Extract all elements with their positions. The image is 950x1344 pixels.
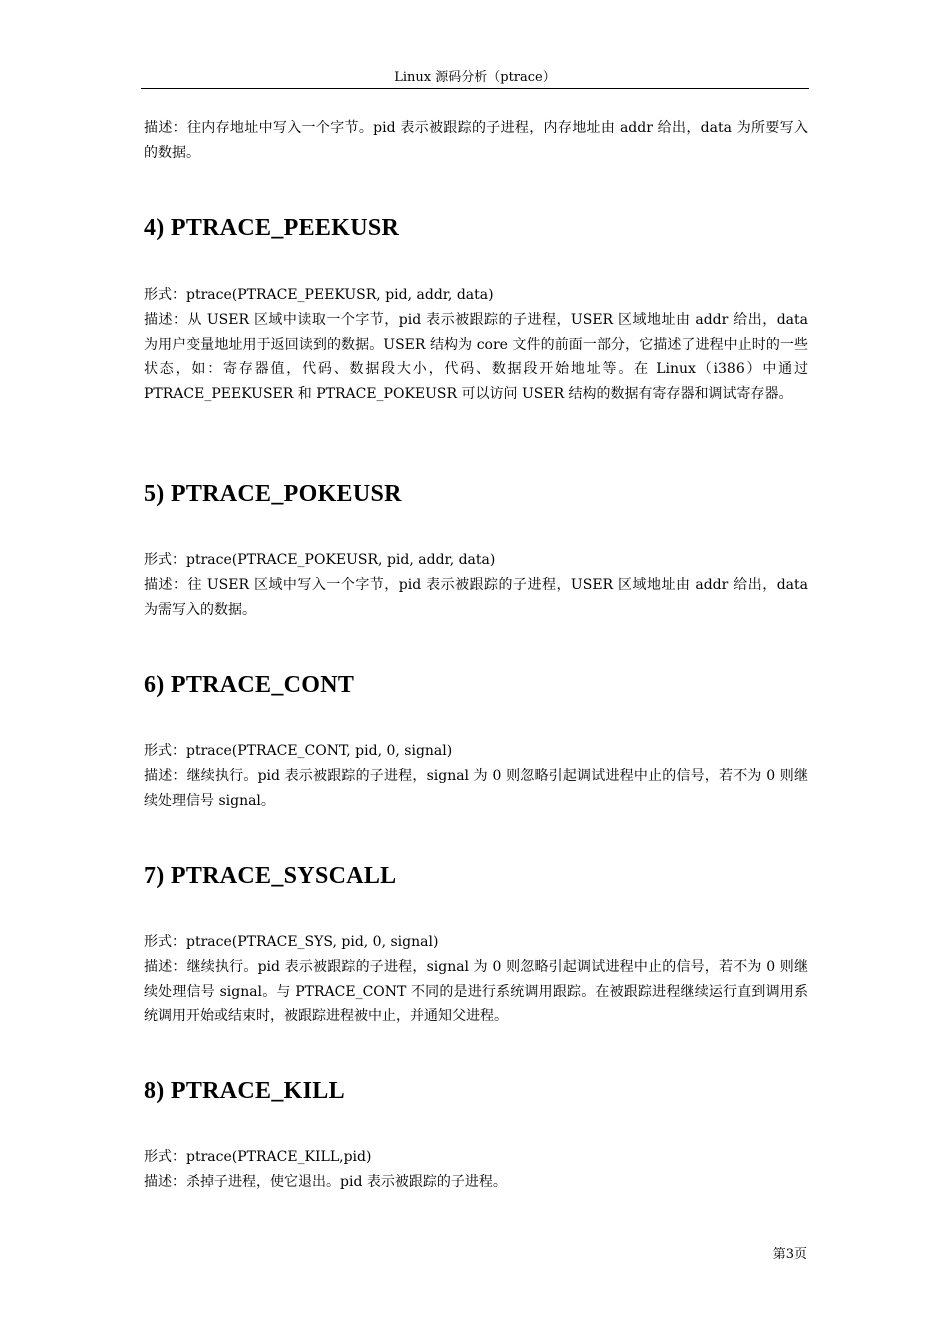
section-desc-cont: 描述：继续执行。pid 表示被跟踪的子进程，signal 为 0 则忽略引起调试进程中止的信号，若不为 0 则继续处理信号 signal。 <box>144 768 808 809</box>
section-desc-pokeusr: 描述：往 USER 区域中写入一个字节，pid 表示被跟踪的子进程，USER 区域地址由 addr 给出，data 为需写入的数据。 <box>144 577 808 618</box>
section-heading-peekusr: 4) PTRACE_PEEKUSR <box>144 215 400 241</box>
section-heading-kill: 8) PTRACE_KILL <box>144 1078 345 1104</box>
page-number: 第3页 <box>772 1247 807 1262</box>
section-heading-cont: 6) PTRACE_CONT <box>144 672 355 698</box>
section-form-kill: 形式：ptrace(PTRACE_KILL,pid) <box>144 1149 372 1165</box>
page-header: Linux 源码分析（ptrace） <box>394 70 556 85</box>
section-heading-syscall: 7) PTRACE_SYSCALL <box>144 863 397 889</box>
section-form-cont: 形式：ptrace(PTRACE_CONT, pid, 0, signal) <box>144 743 453 759</box>
section-heading-pokeusr: 5) PTRACE_POKEUSR <box>144 481 402 507</box>
section-desc-kill: 描述：杀掉子进程，使它退出。pid 表示被跟踪的子进程。 <box>144 1174 507 1190</box>
section-form-peekusr: 形式：ptrace(PTRACE_PEEKUSR, pid, addr, data) <box>144 287 494 303</box>
section-form-pokeusr: 形式：ptrace(PTRACE_POKEUSR, pid, addr, data) <box>144 552 496 568</box>
section-desc-peekusr: 描述：从 USER 区域中读取一个字节，pid 表示被跟踪的子进程，USER 区域地址由 addr 给出，data 为用户变量地址用于返回读到的数据。USER 结构为 core 文件的前面一部分，它描述了进程中止时的一些状态，如：寄存器值，代码、数据段大小，代码、数据段开始地址等。在 Linux（i386）中通过 PTRACE_PEEKUSER 和 PTRACE_POKEUSR 可以访问 USER 结构的数据有寄存器和调试寄存器。 <box>144 312 808 402</box>
section-desc-syscall: 描述：继续执行。pid 表示被跟踪的子进程，signal 为 0 则忽略引起调试进程中止的信号，若不为 0 则继续处理信号 signal。与 PTRACE_CONT 不同的是进行系统调用跟踪。在被跟踪进程继续运行直到调用系统调用开始或结束时，被跟踪进程被中止，并通知父进程。 <box>144 959 808 1024</box>
header-divider <box>141 88 809 89</box>
section-form-syscall: 形式：ptrace(PTRACE_SYS, pid, 0, signal) <box>144 934 439 950</box>
intro-description: 描述：往内存地址中写入一个字节。pid 表示被跟踪的子进程，内存地址由 addr 给出，data 为所要写入的数据。 <box>144 120 808 161</box>
